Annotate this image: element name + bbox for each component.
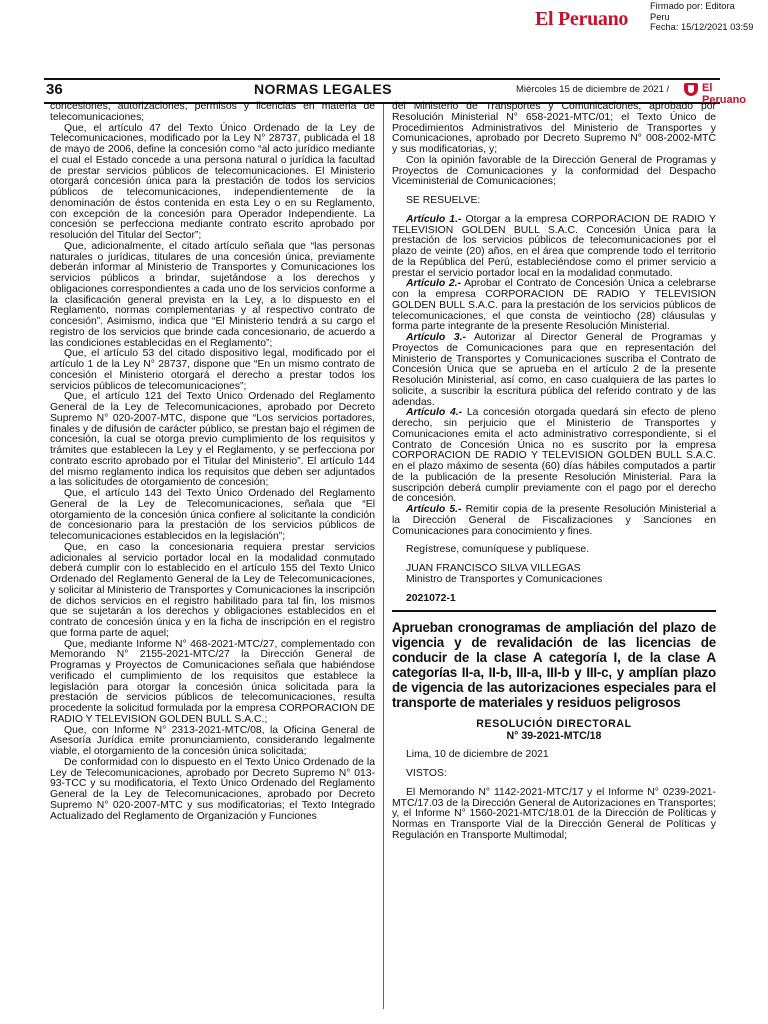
section-rule: [392, 610, 716, 612]
section-title: NORMAS LEGALES: [254, 81, 392, 97]
header-date: Miércoles 15 de diciembre de 2021 /: [516, 84, 670, 95]
paragraph: Que, el artículo 47 del Texto Único Ordenado de la Ley de Telecomunicaciones, modificado por la Ley N° 28737, publicada el 18 de mayo de 2006, define la concesión como “al acto jurídico mediante el cual el Estado concede a una persona natural o jurídica la facultad de prestar servicios públicos de telecomunicaciones. El Ministerio otorgará concesión única para la prestación de todos los servicios públicos de telecomunicaciones, independientemente de la denominación de éstos contenida en esta Ley o en su Reglamento, con excepción de la concesión para Operador Independiente. La concesión se perfecciona mediante contrato escrito aprobado por resolución del Titular del Sector”;: [50, 122, 375, 241]
coat-of-arms-icon: [684, 83, 698, 96]
paragraph: Que, el artículo 53 del citado dispositivo legal, modificado por el artículo 1 de la Ley N° 28737, dispone que “En un mismo contrato de concesión el Ministerio otorgará el derecho a prestar todos los servicios públicos de telecomunicaciones”;: [50, 348, 375, 392]
paragraph: Que, mediante Informe N° 468-2021-MTC/27, complementado con Memorando N° 2155-2021-MTC/27 la Dirección General de Programas y Proyectos de Comunicaciones señala que habiéndose verificado el cumplimiento de los requisitos que establece la legislación para otorgar la concesión única solicitada para la prestación de servicios públicos de telecomunicaciones, resulta procedente la solicitud formulada por la empresa CORPORACION DE RADIO Y TELEVISION GOLDEN BULL S.A.C.;: [50, 638, 375, 725]
closing-formula: Regístrese, comuníquese y publíquese.: [406, 544, 590, 556]
paragraph: El Memorando N° 1142-2021-MTC/17 y el Informe N° 0239-2021-MTC/17.03 de la Dirección General de Autorizaciones en Transportes; y, el Informe N° 1560-2021-MTC/18.01 de la Dirección de Políticas y Normas en Transporte Vial de la Dirección General de Políticas y Regulación en Transporte Multimodal;: [392, 786, 716, 841]
article-text: La concesión otorgada quedará sin efecto de pleno derecho, sin perjuicio que el Ministerio de Transportes y Comunicaciones emita el acto administrativo correspondiente, si el Contrato de Concesión Única no es suscrito por la empresa CORPORACION DE RADIO Y TELEVISION GOLDEN BULL S.A.C. en el plazo máximo de sesenta (60) días hábiles computados a partir de la publicación de la presente Resolución Ministerial. Para la suscripción deberá cumplir previamente con el pago por el derecho de concesión.: [392, 407, 716, 505]
se-resuelve: SE RESUELVE:: [406, 195, 481, 206]
paragraph: Que, el artículo 143 del Texto Único Ordenado del Reglamento General de la Ley de Telecomunicaciones, señala que “El otorgamiento de la concesión única confiere al solicitante la condición de concesionario para la prestación de los servicios públicos de telecomunicaciones establecidos en la legislación”;: [50, 488, 375, 542]
article-title: Artículo 1.-: [406, 213, 462, 225]
left-column: [50, 102, 375, 822]
article-text: Autorizar al Director General de Programas y Proyectos de Comunicaciones para que en representación del Ministerio de Transportes y Comunicaciones suscriba el Contrato de Concesión Única que se aprueba en el artículo 2 de la presente Resolución Ministerial, así como, en caso cualquiera de las partes lo solicite, a suscribir la escritura pública del referido contrato y de las adendas.: [392, 332, 716, 408]
right-column: [392, 102, 716, 842]
article-title: Artículo 4.-: [406, 407, 463, 419]
article-text: Aprobar el Contrato de Concesión Única a celebrarse con la empresa CORPORACION DE RADIO Y TELEVISION GOLDEN BULL S.A.C. para la prestación de los servicios públicos de telecomunicaciones, el que consta de veintiocho (28) cláusulas y forma parte integrante de la presente Resolución Ministerial.: [392, 278, 716, 333]
article-headline: Aprueban cronogramas de ampliación del plazo de vigencia y de revalidación de las licencias de conducir de la clase A categoría I, de la clase A categorías II-a, II-b, III-a, III-b y III-c, y amplían plazo de vigencia de las autorizaciones especiales para el transporte de materiales y residuos peligrosos: [392, 620, 716, 711]
article-2: [392, 279, 716, 333]
article-1: [392, 215, 716, 280]
paragraph: De conformidad con lo dispuesto en el Texto Único Ordenado de la Ley de Telecomunicaciones, aprobado por Decreto Supremo N° 013-93-TCC y su modificatoria, el Texto Único Ordenado del Reglamento General de la Ley de Telecomunicaciones, aprobado por Decreto Supremo N° 020-2007-MTC y sus modificatorias; el Texto Integrado Actualizado del Reglamento de Organización y Funciones: [50, 756, 375, 822]
signer-title: Ministro de Transportes y Comunicaciones: [406, 573, 603, 585]
resolution-number: N° 39-2021-MTC/18: [506, 730, 602, 743]
article-title: Artículo 3.-: [406, 332, 466, 343]
paragraph: Que, el artículo 121 del Texto Único Ordenado del Reglamento General de la Ley de Telecomunicaciones, aprobado por Decreto Supremo N° 020-2007-MTC, dispone que “Los servicios portadores, finales y de difusión de carácter público, se prestan bajo el régimen de concesión, la cual se otorga previo cumplimiento de los requisitos y trámites que establecen la Ley y el Reglamento, y se perfecciona por contrato escrito aprobado por el Titular del Ministerio”. El artículo 144 del mismo reglamento indica los requisitos que deben ser adjuntados a las solicitudes de otorgamiento de concesión;: [50, 391, 375, 489]
paragraph: Que, en caso la concesionaria requiera prestar servicios adicionales al servicio portador local en la modalidad conmutado deberá cumplir con lo establecido en el artículo 155 del Texto Único Ordenado del Reglamento General de la Ley de Telecomunicaciones, y solicitar al Ministerio de Transportes y Comunicaciones la inscripción de dichos servicios en el registro habilitado para tal fin, los mismos que se sujetarán a los derechos y obligaciones establecidos en el contrato de concesión única y en la ficha de inscripción en el registro que forma parte de aquel;: [50, 541, 375, 639]
article-3: [392, 333, 716, 408]
page-number: 36: [46, 81, 63, 98]
article-4: [392, 408, 716, 505]
vistos-heading: VISTOS:: [406, 768, 447, 779]
article-text: Remitir copia de la presente Resolución Ministerial a la Dirección General de Fiscalizaciones y Sanciones en Comunicaciones para conocimiento y fines.: [392, 504, 716, 537]
document-number: 2021072-1: [406, 592, 456, 604]
signer-name: JUAN FRANCISCO SILVA VILLEGAS: [406, 563, 581, 574]
paragraph: concesiones, autorizaciones, permisos y licencias en materia de telecomunicaciones;: [50, 101, 375, 123]
resolution-title: RESOLUCIÓN DIRECTORAL: [476, 718, 632, 731]
el-peruano-logo: El Peruano: [535, 8, 629, 30]
paragraph: Con la opinión favorable de la Dirección General de Programas y Proyectos de Comunicaciones y la conformidad del Despacho Viceministerial de Comunicaciones;: [392, 154, 716, 188]
column-divider: [383, 104, 384, 1009]
place-date: Lima, 10 de diciembre de 2021: [406, 749, 549, 761]
paragraph: Que, con Informe N° 2313-2021-MTC/08, la Oficina General de Asesoría Jurídica emite pronunciamiento, considerando legalmente viable, el otorgamiento de la concesión única solicitada;: [50, 724, 375, 757]
article-title: Artículo 5.-: [406, 504, 462, 515]
digital-signature-strip: [0, 0, 768, 40]
article-title: Artículo 2.-: [406, 278, 462, 290]
article-5: [392, 505, 716, 537]
signature-text: Firmado por: Editora Peru Fecha: 15/12/2021 03:59: [650, 1, 754, 32]
paragraph: del Ministerio de Transportes y Comunicaciones, aprobado por Resolución Ministerial N° 658-2021-MTC/01; el Texto Único de Procedimientos Administrativos del Ministerio de Transportes y Comunicaciones, aprobado por Decreto Supremo N° 008-2002-MTC y sus modificatorias, y;: [392, 101, 716, 155]
article-text: Otorgar a la empresa CORPORACION DE RADIO Y TELEVISION GOLDEN BULL S.A.C. Concesión Única para la prestación de los servicios públicos de telecomunicaciones por el plazo de veinte (20) años, en el área que comprende todo el territorio de la República del Perú, estableciéndose como el primer servicio a prestar el servicio portador local en la modalidad conmutado.: [392, 213, 716, 279]
paragraph: Que, adicionalmente, el citado artículo señala que “las personas naturales o jurídicas, titulares de una concesión única, previamente deberán informar al Ministerio de Transportes y Comunicaciones los servicios públicos a brindar, sujetándose a los derechos y obligaciones correspondientes a cada uno de los servicios conforme a la clasificación general prevista en la Ley, a lo dispuesto en el Reglamento, normas complementarias y al respectivo contrato de concesión”. Asimismo, indica que “El Ministerio tendrá a su cargo el registro de los servicios que brinde cada concesionario, de acuerdo a las condiciones establecidas en el Reglamento”;: [50, 240, 375, 349]
header-logo: El Peruano: [702, 82, 747, 106]
